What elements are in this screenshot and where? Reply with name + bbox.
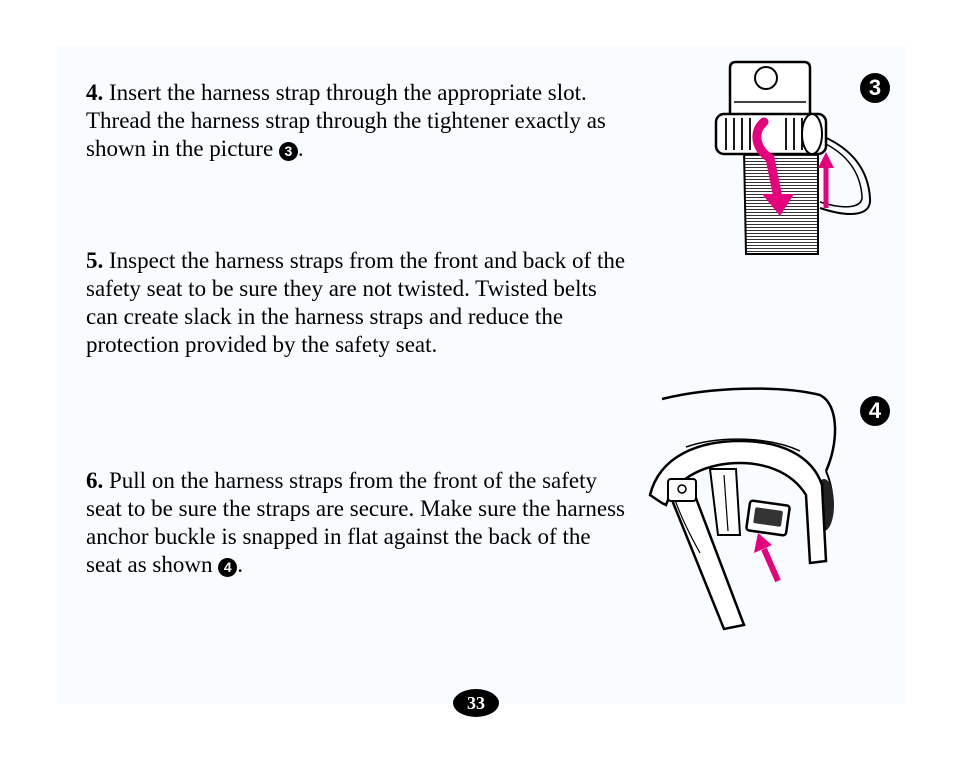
step-text: Inspect the harness straps from the front and back of the safety seat to be sure they are not twisted. Twisted belts can create slack in the harness straps and reduce the protection provided by the safety seat.	[86, 248, 626, 357]
step-number: 6.	[86, 468, 104, 493]
step-text-end: .	[297, 136, 304, 161]
figure-ref-badge: 3	[279, 142, 298, 161]
harness-tightener-illustration	[700, 58, 880, 258]
page-number: 33	[453, 689, 499, 717]
step-text-end: .	[237, 552, 243, 577]
figure-ref-badge: 4	[218, 558, 237, 577]
step-number: 5.	[86, 248, 104, 273]
step-4-paragraph	[86, 79, 646, 163]
figure-4-badge: 4	[860, 396, 890, 426]
figure-3-badge: 3	[860, 73, 890, 103]
step-5-paragraph	[86, 247, 631, 359]
step-number: 4.	[86, 80, 104, 105]
anchor-buckle-illustration	[640, 385, 850, 635]
step-6-paragraph	[86, 467, 631, 579]
step-text: Insert the harness strap through the appropriate slot. Thread the harness strap through the tightener exactly as shown in the picture	[86, 80, 606, 161]
step-text: Pull on the harness straps from the front of the safety seat to be sure the straps are secure. Make sure the harness anchor buckle is snapped in flat against the back of the seat as shown	[86, 468, 626, 577]
